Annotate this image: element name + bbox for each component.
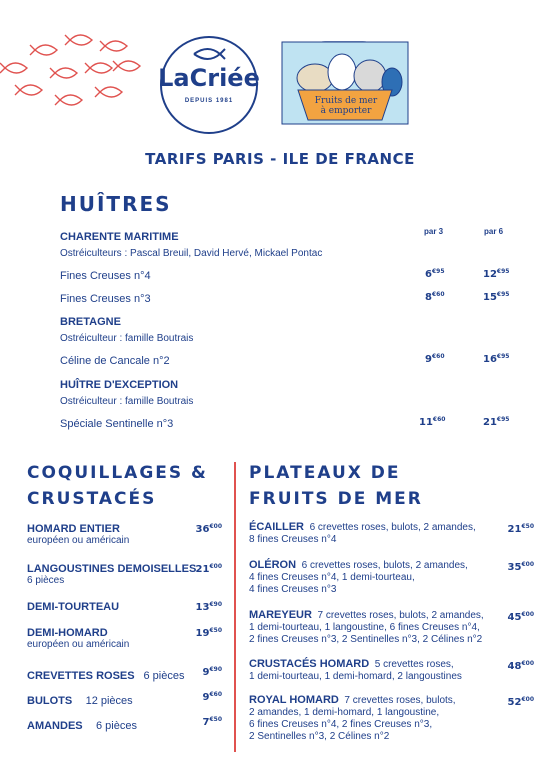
shellfish-item: LANGOUSTINES DEMOISELLES 6 pièces $21^{€00}$	[27, 563, 222, 586]
fish-logo-icon	[192, 46, 226, 62]
region-bretagne: BRETAGNE	[60, 316, 121, 328]
platter-item: OLÉRON 6 crevettes roses, bulots, 2 amandes, 4 fines Creuses n°4, 1 demi-tourteau, 4 fines Creuses n°3 $35^{€00}$	[249, 559, 534, 595]
oysters-heading: HUÎTRES	[60, 192, 172, 216]
region-exception: HUÎTRE D'EXCEPTION	[60, 379, 179, 391]
shellfish-item: DEMI-HOMARD européen ou américain $19^{€50}$	[27, 627, 222, 650]
exception-note: Ostréiculteur : famille Boutrais	[60, 396, 194, 407]
shellfish-item: CREVETTES ROSES 6 pièces $9^{€90}$	[27, 666, 222, 682]
platter-item: ÉCAILLER 6 crevettes roses, bulots, 2 amandes, 8 fines Creuses n°4 $21^{€50}$	[249, 521, 534, 545]
oyster-label: Spéciale Sentinelle n°3	[60, 418, 174, 430]
bretagne-note: Ostréiculteur : famille Boutrais	[60, 333, 194, 344]
oyster-price-6: $21^{€95}$	[483, 416, 510, 428]
shellfish-heading: COQUILLAGES & CRUSTACÉS	[27, 463, 208, 509]
column-divider	[234, 462, 236, 752]
col-par6: par 6	[484, 227, 504, 236]
oyster-price-3: $6^{€95}$	[425, 268, 445, 280]
brand-tagline: DEPUIS 1981	[184, 98, 234, 104]
oyster-price-3: $9^{€60}$	[425, 353, 445, 365]
oyster-label: Fines Creuses n°3	[60, 293, 151, 305]
shellfish-item: DEMI-TOURTEAU $13^{€90}$	[27, 601, 222, 613]
brand-name: LaCriée	[158, 64, 260, 92]
oyster-price-3: $11^{€60}$	[419, 416, 446, 428]
shellfish-item: HOMARD ENTIER européen ou américain $36^{€00}$	[27, 523, 222, 546]
oyster-price-6: $16^{€95}$	[483, 353, 510, 365]
platter-item: MAREYEUR 7 crevettes roses, bulots, 2 amandes, 1 demi-tourteau, 1 langoustine, 6 fines Creuses n°4, 2 fines Creuses n°3, 2 Sentinelles n°3, 2 Célines n°2 $45^{€00}$	[249, 609, 534, 645]
platter-item: ROYAL HOMARD 7 crevettes roses, bulots, 2 amandes, 1 demi-homard, 1 langoustine, 6 fines Creuses n°4, 2 fines Creuses n°3, 2 Sentinelles n°3, 2 Célines n°2 $52^{€00}$	[249, 694, 534, 742]
platter-item: CRUSTACÉS HOMARD 5 crevettes roses, 1 demi-tourteau, 1 demi-homard, 2 langoustines $48^{€00}$	[249, 658, 534, 682]
oyster-price-6: $15^{€95}$	[483, 291, 510, 303]
charente-note: Ostréiculteurs : Pascal Breuil, David Hervé, Mickael Pontac	[60, 248, 323, 259]
oyster-label: Céline de Cancale n°2	[60, 355, 170, 367]
takeaway-line-1: Fruits de mer	[314, 96, 378, 106]
oyster-label: Fines Creuses n°4	[60, 270, 151, 282]
takeaway-line-2: à emporter	[320, 106, 372, 116]
shellfish-item: AMANDES 6 pièces $7^{€50}$	[27, 716, 222, 732]
fish-doodles-icon	[0, 28, 150, 118]
col-par3: par 3	[424, 227, 444, 236]
takeaway-bag	[280, 40, 410, 126]
page-title: TARIFS PARIS - ILE DE FRANCE	[145, 150, 415, 168]
oyster-price-6: $12^{€95}$	[483, 268, 510, 280]
region-charente: CHARENTE MARITIME	[60, 231, 179, 243]
shellfish-item: BULOTS 12 pièces $9^{€60}$	[27, 691, 222, 707]
oyster-price-3: $8^{€60}$	[425, 291, 445, 303]
platters-heading: PLATEAUX DE FRUITS DE MER	[249, 463, 423, 509]
lacriee-logo	[160, 36, 258, 134]
